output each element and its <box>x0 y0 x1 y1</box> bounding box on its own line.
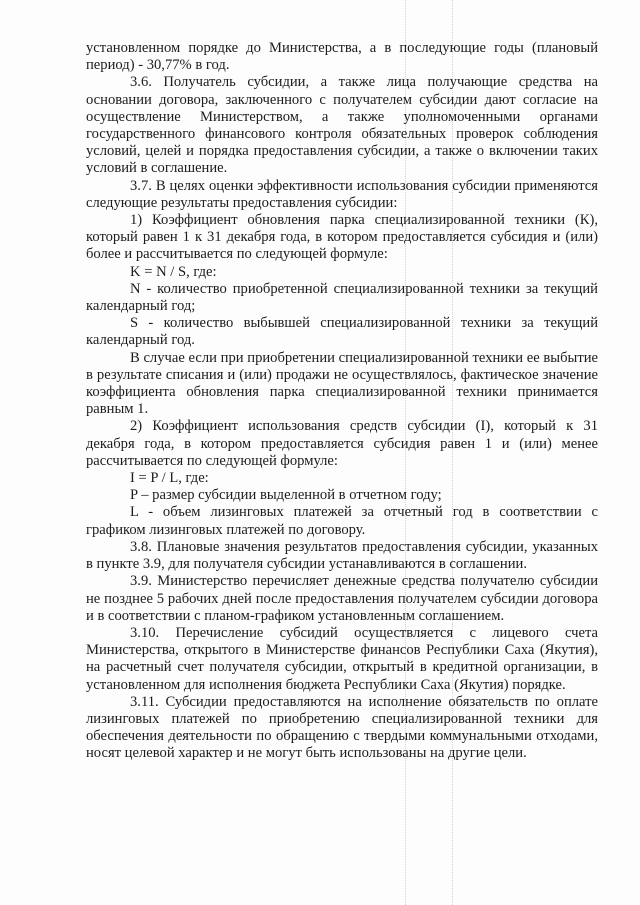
paragraph-3-10: 3.10. Перечисление субсидий осуществляется с лицевого счета Министерства, открытого в Министерстве финансов Республики Саха (Якутия), на расчетный счет получателя субсидии, открытый в кредитной организации, в установленном для исполнения бюджета Республики Саха (Якутия) порядке. <box>86 624 598 693</box>
definition-s: S - количество выбывшей специализированной техники за текущий календарный год. <box>86 315 598 349</box>
paragraph-k-exception: В случае если при приобретении специализированной техники ее выбытие в результате списания и (или) продажи не осуществлялось, фактическое значение коэффициента обновления парка специализированной техники принимается равным 1. <box>86 349 598 418</box>
definition-n: N - количество приобретенной специализированной техники за текущий календарный год; <box>86 280 598 315</box>
paragraph-3-8: 3.8. Плановые значения результатов предоставления субсидии, указанных в пункте 3.9, для получателя субсидии устанавливаются в соглашении. <box>86 538 598 573</box>
definition-l: L - объем лизинговых платежей за отчетный год в соответствии с графиком лизинговых платежей по договору. <box>86 504 598 538</box>
paragraph-3-9: 3.9. Министерство перечисляет денежные средства получателю субсидии не позднее 5 рабочих дней после предоставления получателем субсидии договора и в соответствии с планом-графиком установленным соглашением. <box>86 573 598 624</box>
paragraph-3-7: 3.7. В целях оценки эффективности использования субсидии применяются следующие результаты предоставления субсидии: <box>86 177 598 211</box>
definition-p: P – размер субсидии выделенной в отчетном году; <box>130 487 442 504</box>
paragraph-coefficient-k: 1) Коэффициент обновления парка специализированной техники (К), который равен 1 к 31 декабря года, в котором предоставляется субсидия и (или) более и рассчитывается по следующей формуле: <box>86 212 598 263</box>
paragraph-coefficient-i: 2) Коэффициент использования средств субсидии (I), который к 31 декабря года, в котором предоставляется субсидия равен 1 и (или) менее рассчитывается по следующей формуле: <box>86 418 598 469</box>
paragraph-3-11: 3.11. Субсидии предоставляются на исполнение обязательств по оплате лизинговых платежей по приобретению специализированной техники для обеспечения деятельности по обращению с твердыми коммунальными отходами, носят целевой характер и не могут быть использованы на другие цели. <box>86 693 598 762</box>
formula-k: K = N / S, где: <box>130 263 217 280</box>
document-body <box>86 40 598 763</box>
formula-i: I = P / L, где: <box>130 470 209 487</box>
paragraph-3-6: 3.6. Получатель субсидии, а также лица получающие средства на основании договора, заключенного с получателем субсидии дают согласие на осуществление Министерством, а также уполномоченными органами государственного финансового контроля обязательных проверок соблюдения условий, целей и порядка предоставления субсидии, а также о включении таких условий в соглашение. <box>86 74 598 177</box>
paragraph-continuation: установленном порядке до Министерства, а в последующие годы (плановый период) - 30,77% в год. <box>86 40 598 74</box>
